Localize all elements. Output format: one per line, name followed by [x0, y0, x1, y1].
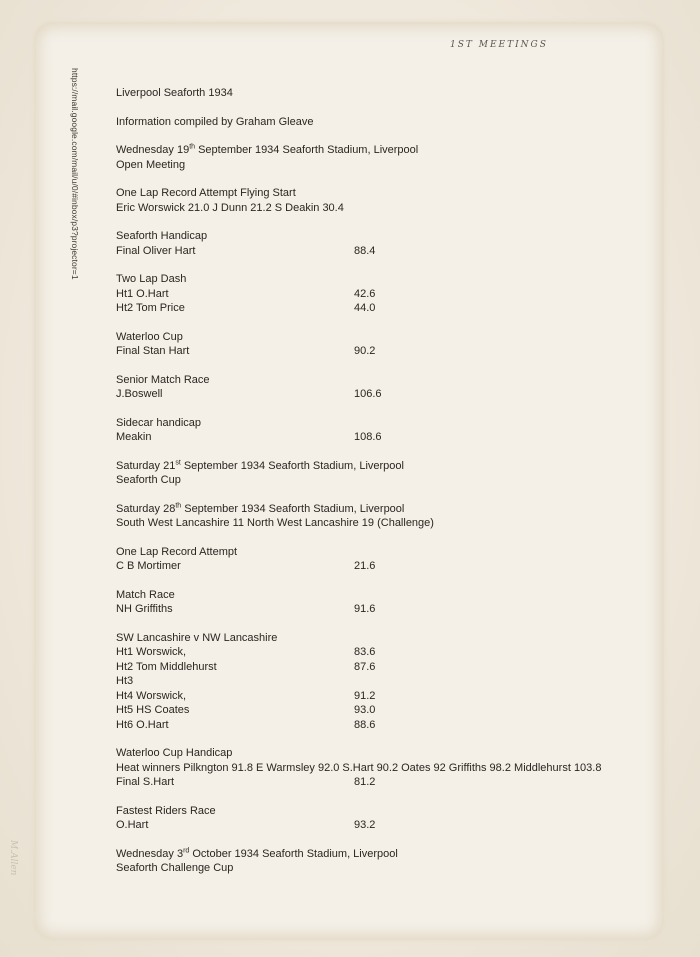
meeting-type: Open Meeting [116, 158, 186, 171]
heat-winners-line: Heat winners Pilkngton 91.8 E Warmsley 92.0 S.Hart 90.2 Oates 92 Griffiths 98.2 Middlehurst 103.8 [116, 761, 602, 774]
result-row: Ht1 O.Hart 42.6 [116, 287, 376, 300]
meeting-heading: Wednesday 3rd October 1934 Seaforth Stadium, Liverpool [116, 846, 398, 860]
event-title: Senior Match Race [116, 373, 210, 386]
event-result-line: Eric Worswick 21.0 J Dunn 21.2 S Deakin 30.4 [116, 201, 344, 214]
event-title: One Lap Record Attempt Flying Start [116, 187, 296, 199]
result-row: C B Mortimer 21.6 [116, 560, 376, 572]
meeting-type: Seaforth Challenge Cup [116, 862, 234, 874]
printed-url: https://mail.google.com/mail/u/0/#inbox/p3?projector=1 [70, 68, 80, 280]
result-row: Final Oliver Hart 88.4 [116, 244, 376, 257]
compiled-by: Information compiled by Graham Gleave [116, 115, 314, 128]
result-row: O.Hart 93.2 [116, 819, 376, 831]
event-title: Waterloo Cup [116, 330, 183, 343]
event-title: Seaforth Handicap [116, 230, 208, 242]
document-title: Liverpool Seaforth 1934 [116, 87, 233, 99]
result-row: Ht2 Tom Price 44.0 [116, 302, 376, 314]
result-row: J.Boswell 106.6 [116, 388, 382, 400]
result-row: Ht6 O.Hart 88.6 [116, 718, 376, 731]
event-title: Match Race [116, 588, 175, 601]
meeting-heading: Wednesday 19th September 1934 Seaforth Stadium, Liverpool [116, 143, 419, 156]
result-row: Ht1 Worswick, 83.6 [116, 646, 376, 658]
result-row: Ht5 HS Coates 93.0 [116, 704, 376, 716]
faint-signature: M.Allen [8, 840, 18, 876]
document-content [116, 86, 616, 876]
meeting-type: South West Lancashire 11 North West Lancashire 19 (Challenge) [116, 517, 434, 529]
result-row: NH Griffiths 91.6 [116, 603, 376, 615]
event-title: Fastest Riders Race [116, 804, 216, 817]
result-row: Final S.Hart 81.2 [116, 776, 376, 788]
result-row: Meakin 108.6 [116, 431, 382, 443]
result-row: Ht3 [116, 675, 134, 687]
result-row: Final Stan Hart 90.2 [116, 345, 376, 357]
event-title: Waterloo Cup Handicap [116, 747, 233, 759]
meeting-type: Seaforth Cup [116, 474, 181, 486]
result-row: Ht4 Worswick, 91.2 [116, 689, 376, 702]
meeting-heading: Saturday 21st September 1934 Seaforth Stadium, Liverpool [116, 458, 404, 472]
meeting-heading: Saturday 28th September 1934 Seaforth Stadium, Liverpool [116, 501, 405, 515]
handwritten-note: 1ST MEETINGS [450, 40, 548, 50]
result-row: Ht2 Tom Middlehurst 87.6 [116, 660, 376, 673]
event-title: Sidecar handicap [116, 416, 202, 429]
event-title: One Lap Record Attempt [116, 545, 238, 558]
event-title: Two Lap Dash [116, 273, 187, 285]
event-title: SW Lancashire v NW Lancashire [116, 631, 278, 644]
